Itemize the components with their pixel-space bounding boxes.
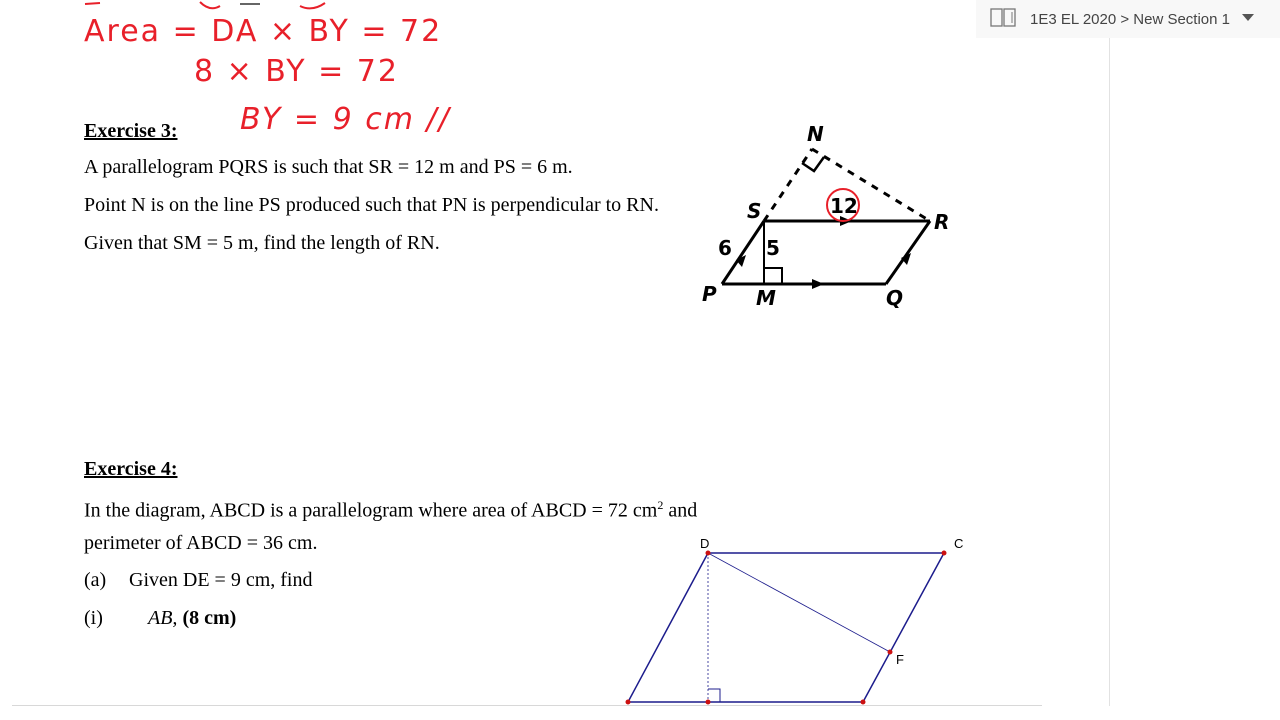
- label-c: C: [954, 536, 964, 551]
- notebook-icon: [990, 8, 1018, 28]
- label-f: F: [896, 652, 904, 667]
- page-divider: [1109, 38, 1110, 706]
- point-f: [888, 650, 893, 655]
- point-b: [861, 700, 866, 705]
- exercise-3-line-3: Given that SM = 5 m, find the length of RN.: [84, 232, 440, 254]
- handwritten-line-3: BY = 9 cm //: [240, 102, 451, 137]
- exercise-4-line-1: In the diagram, ABCD is a parallelogram where area of ABCD = 72 $cm^2$ and: [84, 498, 698, 522]
- label-r: R: [934, 210, 950, 234]
- label-m: M: [756, 286, 776, 310]
- side-da: [628, 553, 708, 702]
- handwritten-line-2: 8 × BY = 72: [194, 54, 399, 89]
- label-p: P: [702, 282, 717, 306]
- part-i-content: AB, (8 cm): [148, 607, 237, 629]
- breadcrumb-text[interactable]: 1E3 EL 2020 > New Section 1: [1030, 11, 1230, 28]
- segment-df: [708, 553, 890, 652]
- right-angle-e: [708, 689, 720, 702]
- chevron-down-icon[interactable]: [1242, 14, 1254, 22]
- notebook-breadcrumb-bar[interactable]: [976, 0, 1280, 38]
- parallelogram-pqrs-figure: [690, 115, 960, 315]
- label-height-sm: 5: [766, 236, 780, 260]
- label-side-ps: 6: [718, 236, 732, 260]
- label-side-sr: 12: [830, 194, 858, 218]
- exercise-4-heading: Exercise 4:: [84, 458, 178, 480]
- right-angle-m: [764, 268, 782, 284]
- part-a-text: Given DE = 9 cm, find: [129, 569, 313, 591]
- part-a-label: (a): [84, 569, 107, 591]
- part-i-label: (i): [84, 607, 103, 629]
- parallelogram-abcd-figure: [600, 530, 980, 706]
- exercise-3-heading: Exercise 3:: [84, 120, 178, 142]
- label-s: S: [747, 199, 762, 223]
- exercise-3-line-1: A parallelogram PQRS is such that SR = 12 m and PS = 6 m.: [84, 156, 573, 178]
- point-d: [706, 551, 711, 556]
- point-e: [706, 700, 711, 705]
- handwritten-line-1: Area = DA × BY = 72: [84, 14, 443, 49]
- side-qr: [886, 221, 930, 284]
- label-n: N: [807, 122, 824, 146]
- point-c: [942, 551, 947, 556]
- point-a: [626, 700, 631, 705]
- label-q: Q: [886, 286, 904, 310]
- side-cb: [863, 553, 944, 702]
- label-d: D: [700, 536, 710, 551]
- dashed-sn: [764, 149, 812, 221]
- exercise-3-line-2: Point N is on the line PS produced such that PN is perpendicular to RN.: [84, 194, 659, 216]
- exercise-4-line-2: perimeter of ABCD = 36 cm.: [84, 532, 318, 554]
- parallel-arrow-pq: [812, 279, 824, 289]
